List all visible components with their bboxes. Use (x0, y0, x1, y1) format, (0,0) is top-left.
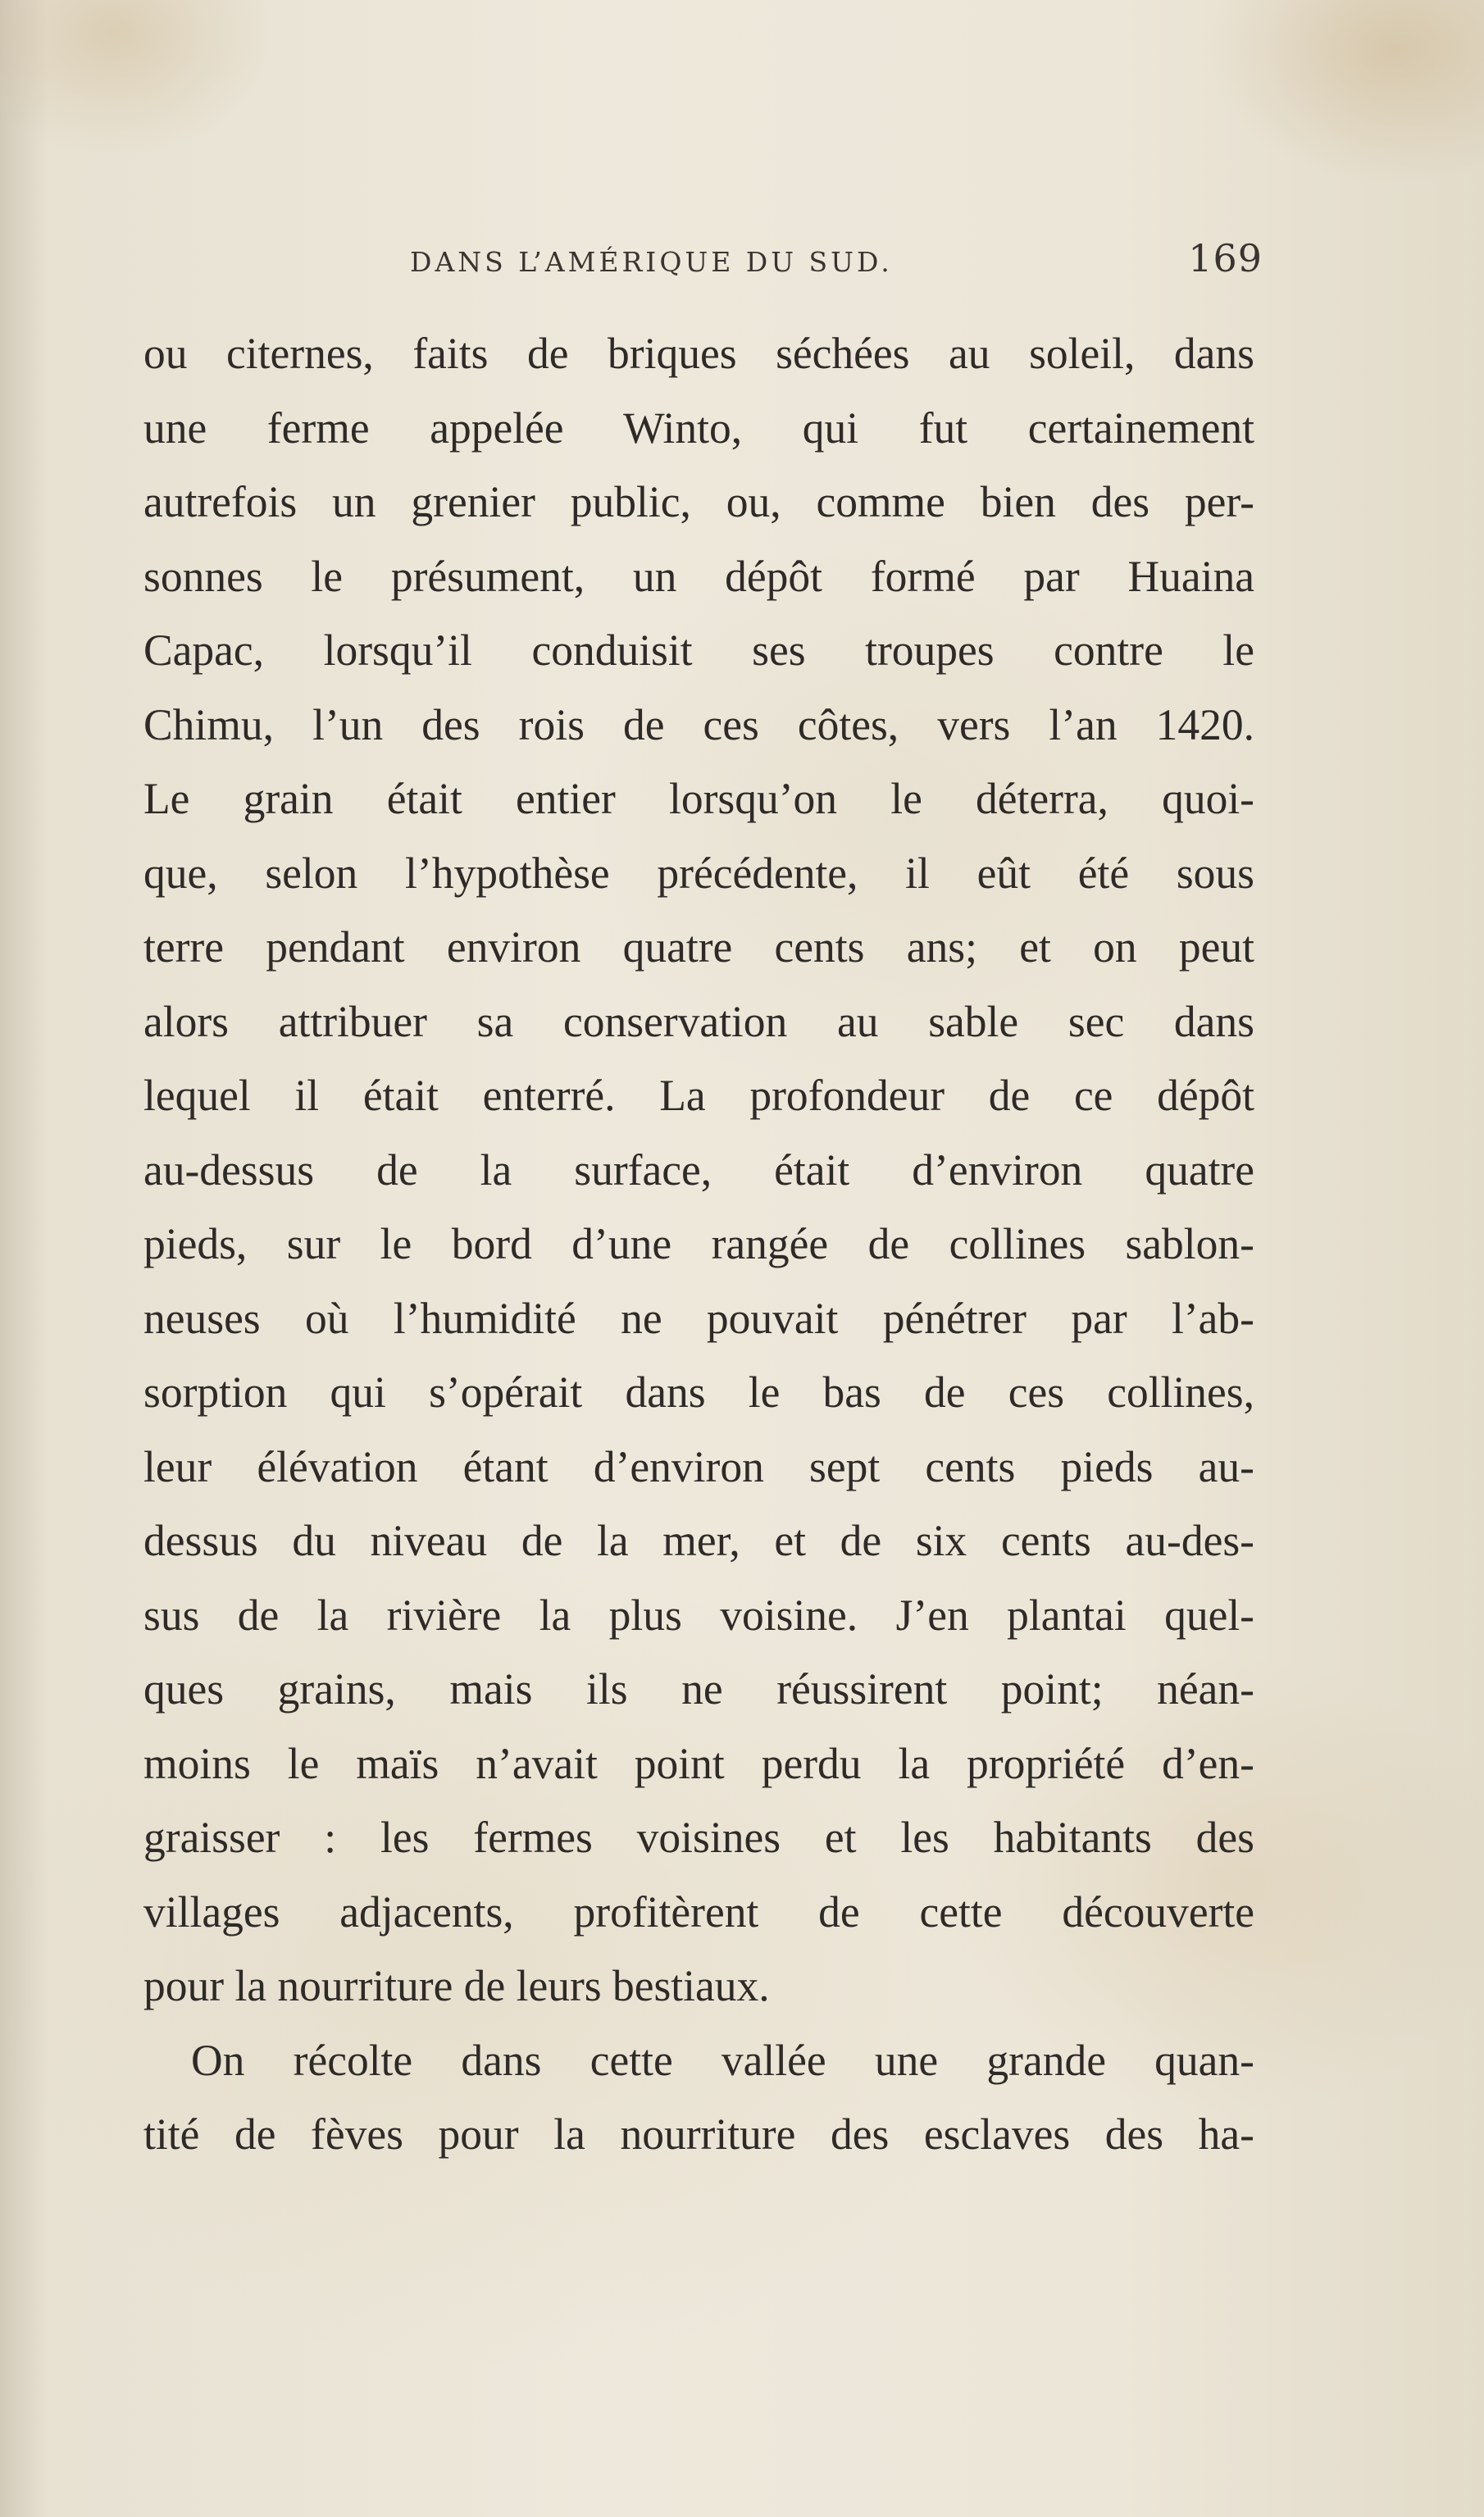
text-line: Le grain était entier lorsqu’on le déterra, quoi- (143, 774, 1254, 823)
text-line: villages adjacents, profitèrent de cette découverte (143, 1887, 1254, 1937)
body-text (143, 316, 1254, 2172)
text-line: ques grains, mais ils ne réussirent point; néan- (143, 1664, 1254, 1714)
text-line: pieds, sur le bord d’une rangée de collines sablon- (143, 1219, 1254, 1268)
text-line: On récolte dans cette vallée une grande quan- (191, 2035, 1254, 2085)
spine-shadow (0, 0, 49, 2517)
text-line: une ferme appelée Winto, qui fut certainement (143, 403, 1254, 453)
page-number: 169 (1188, 236, 1263, 280)
text-line: au-dessus de la surface, était d’environ quatre (143, 1145, 1254, 1195)
text-line: sus de la rivière la plus voisine. J’en plantai quel- (143, 1590, 1254, 1640)
text-line: pour la nourriture de leurs bestiaux. (143, 1961, 770, 2010)
text-line: Capac, lorsqu’il conduisit ses troupes contre le (143, 626, 1254, 675)
text-line: ou citernes, faits de briques séchées au soleil, dans (143, 329, 1254, 378)
text-line: neuses où l’humidité ne pouvait pénétrer par l’ab- (143, 1293, 1254, 1343)
text-line: sonnes le présument, un dépôt formé par Huaina (143, 551, 1254, 601)
text-line: graisser : les fermes voisines et les habitants des (143, 1813, 1254, 1862)
text-line: autrefois un grenier public, ou, comme bien des per- (143, 477, 1254, 526)
text-line: alors attribuer sa conservation au sable sec dans (143, 996, 1254, 1046)
text-line: moins le maïs n’avait point perdu la propriété d’en- (143, 1738, 1254, 1788)
running-head (402, 236, 1263, 294)
text-line: dessus du niveau de la mer, et de six cents au-des- (143, 1516, 1254, 1565)
text-line: lequel il était enterré. La profondeur de ce dépôt (143, 1071, 1254, 1120)
text-line: sorption qui s’opérait dans le bas de ces collines, (143, 1368, 1254, 1417)
text-line: Chimu, l’un des rois de ces côtes, vers l’an 1420. (143, 699, 1254, 749)
text-line: terre pendant environ quatre cents ans; et on peut (143, 922, 1254, 972)
text-line: tité de fèves pour la nourriture des esclaves des ha- (143, 2110, 1254, 2159)
text-line: que, selon l’hypothèse précédente, il eût été sous (143, 848, 1254, 898)
text-line: leur élévation étant d’environ sept cents pieds au- (143, 1441, 1254, 1491)
running-title: DANS L’AMÉRIQUE DU SUD. (410, 246, 893, 278)
